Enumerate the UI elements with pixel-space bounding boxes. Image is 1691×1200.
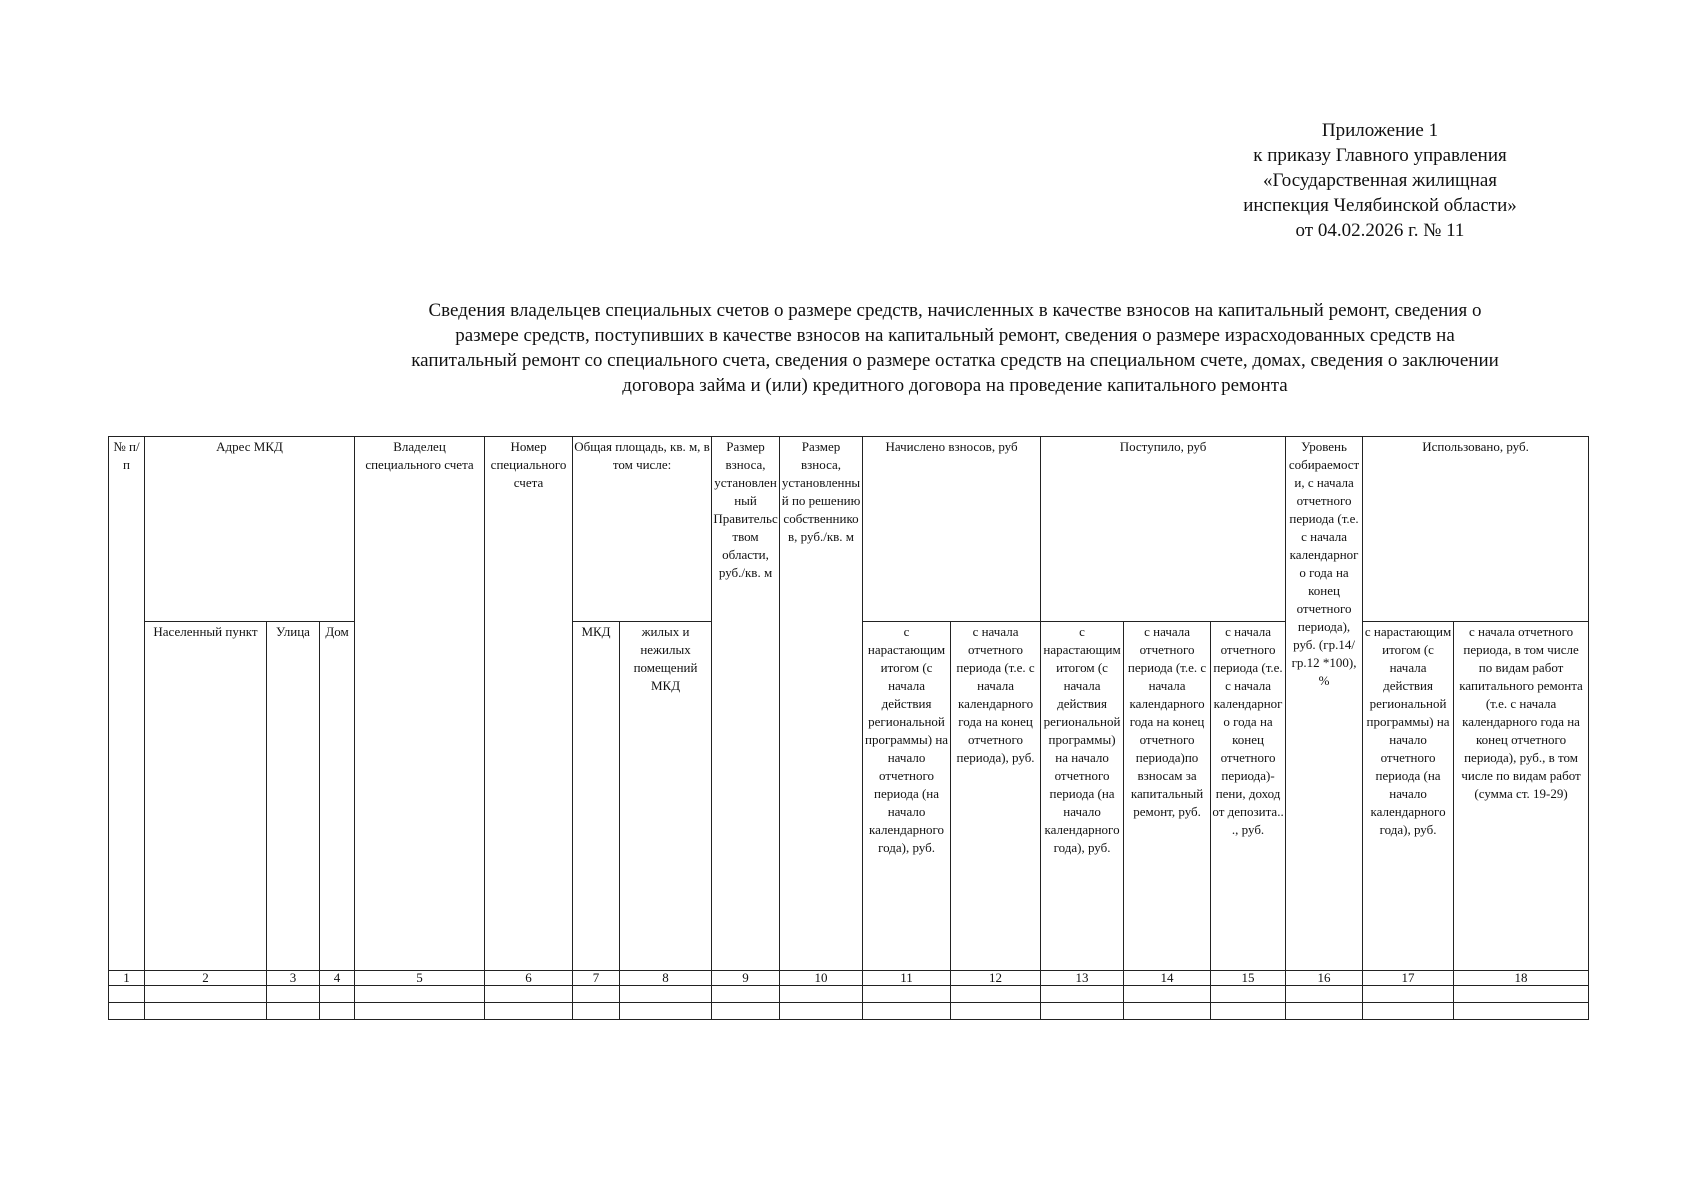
- appendix-line: «Государственная жилищная: [1262, 170, 1498, 191]
- subheader-used-cumulative: с нарастающим итогом (с начала действия региональной программы) на начало отчетного периода (на начало календарного года), руб.: [1363, 622, 1454, 971]
- column-number: 16: [1286, 971, 1363, 986]
- header-owner-continued: [355, 622, 485, 971]
- table-cell[interactable]: [620, 986, 712, 1003]
- column-numbers-row: [109, 971, 1589, 986]
- appendix-line: инспекция Челябинской области»: [1243, 195, 1517, 216]
- table-cell[interactable]: [951, 986, 1041, 1003]
- table-cell[interactable]: [1041, 1003, 1124, 1020]
- table-cell[interactable]: [573, 1003, 620, 1020]
- table-cell[interactable]: [145, 1003, 267, 1020]
- header-area: Общая площадь, кв. м, в том числе:: [573, 437, 712, 622]
- table-cell[interactable]: [1286, 986, 1363, 1003]
- table-cell[interactable]: [355, 1003, 485, 1020]
- column-number: 1: [109, 971, 145, 986]
- column-number: 8: [620, 971, 712, 986]
- table-cell[interactable]: [485, 1003, 573, 1020]
- subheader-locality: Населенный пункт: [145, 622, 267, 971]
- table-cell[interactable]: [780, 1003, 863, 1020]
- column-number: 9: [712, 971, 780, 986]
- table-cell[interactable]: [320, 986, 355, 1003]
- table-cell[interactable]: [620, 1003, 712, 1020]
- header-used: Использовано, руб.: [1363, 437, 1589, 622]
- subheader-accrued-period: с начала отчетного периода (т.е. с начала календарного года на конец отчетного периода), руб.: [951, 622, 1041, 971]
- table-cell[interactable]: [1286, 1003, 1363, 1020]
- header-account-continued: [485, 622, 573, 971]
- column-number: 18: [1454, 971, 1589, 986]
- header-address: Адрес МКД: [145, 437, 355, 622]
- table-cell[interactable]: [355, 986, 485, 1003]
- column-number: 14: [1124, 971, 1211, 986]
- table-cell[interactable]: [1211, 1003, 1286, 1020]
- table-cell[interactable]: [951, 1003, 1041, 1020]
- subheader-received-cumulative: с нарастающим итогом (с начала действия региональной программы) на начало отчетного периода (на начало календарного года), руб.: [1041, 622, 1124, 971]
- subheader-received-period: с начала отчетного периода (т.е. с начала календарного года на конец отчетного периода)по взносам за капитальный ремонт, руб.: [1124, 622, 1211, 971]
- column-number: 11: [863, 971, 951, 986]
- header-rate-government: Размер взноса, установленный Правительством области, руб./кв. м: [712, 437, 780, 622]
- table-cell[interactable]: [109, 1003, 145, 1020]
- column-number: 6: [485, 971, 573, 986]
- table-cell[interactable]: [1363, 986, 1454, 1003]
- header-num-continued: [109, 622, 145, 971]
- table-cell[interactable]: [1124, 1003, 1211, 1020]
- table-cell[interactable]: [1363, 1003, 1454, 1020]
- appendix-line: к приказу Главного управления: [1253, 145, 1507, 166]
- table-cell[interactable]: [863, 1003, 951, 1020]
- table-cell[interactable]: [145, 986, 267, 1003]
- report-form-table: [108, 436, 1589, 1020]
- column-number: 5: [355, 971, 485, 986]
- column-number: 2: [145, 971, 267, 986]
- title-line: размере средств, поступивших в качестве взносов на капитальный ремонт, сведения о размере израсходованных средств на: [455, 325, 1455, 346]
- table-cell[interactable]: [109, 986, 145, 1003]
- table-cell[interactable]: [712, 986, 780, 1003]
- table-cell[interactable]: [573, 986, 620, 1003]
- column-number: 15: [1211, 971, 1286, 986]
- subheader-mkd-area: МКД: [573, 622, 620, 971]
- column-number: 7: [573, 971, 620, 986]
- subheader-accrued-cumulative: с нарастающим итогом (с начала действия региональной программы) на начало отчетного периода (на начало календарного года), руб.: [863, 622, 951, 971]
- subheader-premises-area: жилых и нежилых помещений МКД: [620, 622, 712, 971]
- title-line: договора займа и (или) кредитного договора на проведение капитального ремонта: [622, 375, 1288, 396]
- table-cell[interactable]: [1454, 986, 1589, 1003]
- document-title: [315, 298, 1595, 398]
- subheader-used-period: с начала отчетного периода, в том числе по видам работ капитального ремонта (т.е. с начала календарного года на конец отчетного периода), руб., в том числе по видам работ (сумма ст. 19-29): [1454, 622, 1589, 971]
- table-cell[interactable]: [863, 986, 951, 1003]
- table-cell[interactable]: [320, 1003, 355, 1020]
- table-row: [109, 986, 1589, 1003]
- header-account-number: Номер специального счета: [485, 437, 573, 622]
- header-rate-government-continued: [712, 622, 780, 971]
- header-accrued: Начислено взносов, руб: [863, 437, 1041, 622]
- appendix-line: от 04.02.2026 г. № 11: [1295, 220, 1465, 241]
- header-collection-level: Уровень собираемости, с начала отчетного периода (т.е. с начала календарного года на конец отчетного периода), руб. (гр.14/гр.12 *100), %: [1286, 437, 1363, 971]
- column-number: 17: [1363, 971, 1454, 986]
- column-number: 12: [951, 971, 1041, 986]
- header-num: № п/п: [109, 437, 145, 622]
- table-cell[interactable]: [712, 1003, 780, 1020]
- appendix-block: [1210, 118, 1550, 243]
- table-cell[interactable]: [267, 986, 320, 1003]
- column-number: 13: [1041, 971, 1124, 986]
- subheader-house: Дом: [320, 622, 355, 971]
- column-number: 4: [320, 971, 355, 986]
- title-line: Сведения владельцев специальных счетов о размере средств, начисленных в качестве взносов на капитальный ремонт, сведения о: [428, 300, 1482, 321]
- table-cell[interactable]: [1211, 986, 1286, 1003]
- header-rate-owners-continued: [780, 622, 863, 971]
- header-rate-owners: Размер взноса, установленный по решению собственников, руб./кв. м: [780, 437, 863, 622]
- table-row: [109, 1003, 1589, 1020]
- table-cell[interactable]: [780, 986, 863, 1003]
- subheader-received-other: с начала отчетного периода (т.е. с начала календарного года на конец отчетного периода)-пени, доход от депозита.. ., руб.: [1211, 622, 1286, 971]
- table-cell[interactable]: [1041, 986, 1124, 1003]
- header-owner: Владелец специального счета: [355, 437, 485, 622]
- title-line: капитальный ремонт со специального счета, сведения о размере остатка средств на специальном счете, домах, сведения о заключении: [411, 350, 1499, 371]
- appendix-line: Приложение 1: [1321, 120, 1439, 141]
- table-cell[interactable]: [1124, 986, 1211, 1003]
- column-number: 10: [780, 971, 863, 986]
- subheader-street: Улица: [267, 622, 320, 971]
- table-cell[interactable]: [267, 1003, 320, 1020]
- column-number: 3: [267, 971, 320, 986]
- header-received: Поступило, руб: [1041, 437, 1286, 622]
- table-cell[interactable]: [1454, 1003, 1589, 1020]
- table-cell[interactable]: [485, 986, 573, 1003]
